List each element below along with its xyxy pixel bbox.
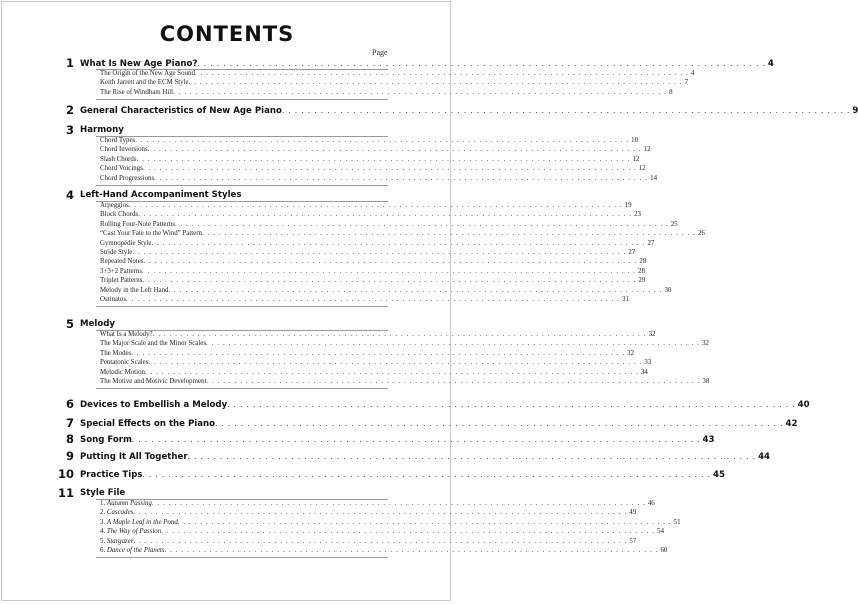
- subsection-entry[interactable]: [100, 230, 705, 238]
- chapter-title: Putting It All Together: [80, 452, 188, 462]
- subsection-entry[interactable]: [100, 500, 655, 507]
- dot-leader: . . . . . . . . . . . . . . . . . . . . . . . . . . . . . . . . . . . . . . . . . . . . . . . . . . . . . . . . . . . . . . . . . . . . . . . . . . . . . . . . . . . . . . . .: [188, 79, 683, 87]
- chapter-number: 10: [57, 467, 74, 481]
- chapter-entry[interactable]: [80, 418, 798, 429]
- page-column-header: Page: [372, 48, 388, 57]
- page-number: 54: [657, 528, 665, 536]
- dot-leader: . . . . . . . . . . . . . . . . . . . . . . . . . . . . . . . . . . . . . . . . . . . . . . . . . . . . . . . . . . . . . . . . . . . . . . . . . . . . . . . . . . . . . . . .: [135, 137, 630, 144]
- chapter-number: 1: [65, 56, 74, 70]
- page-number: 42: [785, 419, 798, 429]
- dot-leader: . . . . . . . . . . . . . . . . . . . . . . . . . . . . . . . . . . . . . . . . . . . . . . . . . . . . . . . . . . . . . . . . . . . . . . . . . . . . . . . . . . . . . . . .: [142, 277, 637, 285]
- subsection-title: Stride Style: [100, 249, 133, 256]
- subsection-title: Slash Chords: [100, 155, 137, 163]
- subsection-entry[interactable]: [100, 528, 665, 536]
- subsection-entry[interactable]: [100, 509, 637, 517]
- page-number: 51: [673, 518, 681, 526]
- subsection-title: The Origin of the New Age Sound: [100, 70, 195, 77]
- subsection-entry[interactable]: [100, 349, 635, 357]
- dot-leader: . . . . . . . . . . . . . . . . . . . . . . . . . . . . . . . . . . . . . . . . . . . . . . . . . . . . . . . . . . . . . . . . . . . . . . . . . . . . . . . . . . . . . . . .: [147, 146, 642, 154]
- dot-leader: . . . . . . . . . . . . . . . . . . . . . . . . . . . . . . . . . . . . . . . . . . . . . . . . . . . . . . . . . . . . . . . . . . . . . . . . . . . . . . . . . . . . . . . .: [128, 202, 623, 209]
- chapter-number: 3: [65, 123, 74, 137]
- page-number: 10: [631, 137, 639, 144]
- subsection-title: 3. A Maple Leaf in the Pond: [100, 518, 178, 526]
- subsection-title: The Major Scale and the Minor Scales: [100, 340, 207, 348]
- chapter-title[interactable]: Melody: [80, 319, 115, 329]
- page-number: 31: [622, 296, 629, 303]
- page-number: 33: [644, 359, 652, 367]
- subsection-title: Rolling Four-Note Patterns: [100, 220, 175, 228]
- subsection-title: 4. The Way of Passion: [100, 528, 162, 536]
- page-number: 45: [712, 470, 725, 480]
- dot-leader: . . . . . . . . . . . . . . . . . . . . . . . . . . . . . . . . . . . . . . . . . . . . . . . . . . . . . . . . . . . . . . . . . . . . . . . . . . . . . . . . . . . . . . . .: [177, 518, 672, 526]
- dot-leader: . . . . . . . . . . . . . . . . . . . . . . . . . . . . . . . . . . . . . . . . . . . . . . . . . . . . . . . . . . . . . . . . . . . . . . . . . . . . . . . . . . . . . . . .: [168, 286, 663, 294]
- chapter-title[interactable]: Harmony: [80, 125, 124, 135]
- chapter-title: Devices to Embellish a Melody: [80, 400, 228, 410]
- dot-leader: . . . . . . . . . . . . . . . . . . . . . . . . . . . . . . . . . . . . . . . . . . . . . . . . . . . . . . . . . . . . . . . . . . . . . . . . . . . . . . . . . . . . . . . .: [174, 220, 669, 228]
- dot-leader: . . . . . . . . . . . . . . . . . . . . . . . . . . . . . . . . . . . . . . . . . . . . . . . . . . . . . . . . . . . . . . . . . . . . . . . . . . . . . . . . . . . . . . . .: [281, 105, 851, 115]
- subsection-title: The Rise of Windham Hill: [100, 88, 174, 96]
- page-number: 14: [650, 174, 658, 182]
- page-number: 25: [670, 220, 678, 228]
- chapter-number: 4: [65, 188, 74, 202]
- dot-leader: . . . . . . . . . . . . . . . . . . . . . . . . . . . . . . . . . . . . . . . . . . . . . . . . . . . . . . . . . . . . . . . . . . . . . . . . . . . . . . . . . . . . . . . .: [143, 258, 638, 266]
- page-number: 19: [624, 202, 632, 209]
- page-number: 32: [648, 331, 656, 338]
- chapter-number: 7: [65, 416, 74, 430]
- chapter-title[interactable]: Style File: [80, 488, 126, 498]
- subsection-entry[interactable]: [100, 137, 639, 144]
- subsection-entry[interactable]: [100, 267, 645, 275]
- chapter-entry[interactable]: [80, 58, 774, 69]
- chapter-entry[interactable]: [80, 399, 810, 410]
- subsection-entry[interactable]: [100, 202, 632, 209]
- dot-leader: . . . . . . . . . . . . . . . . . . . . . . . . . . . . . . . . . . . . . . . . . . . . . . . . . . . . . . . . . . . . . . . . . . . . . . . . . . . . . . . . . . . . . . . .: [148, 359, 643, 367]
- page-number: 40: [797, 400, 810, 410]
- subsection-title: 2. Cascades: [100, 509, 134, 517]
- chapter-number: 11: [57, 486, 74, 500]
- subsection-entry[interactable]: [100, 286, 672, 294]
- subsection-title: 6. Dance of the Planets: [100, 547, 165, 554]
- subsection-title: 1. Autumn Passing: [100, 500, 152, 507]
- dot-leader: . . . . . . . . . . . . . . . . . . . . . . . . . . . . . . . . . . . . . . . . . . . . . . . . . . . . . . . . . . . . . . . . . . . . . . . . . . . . . . . . . . . . . . . .: [142, 469, 711, 479]
- page-number: 7: [684, 79, 689, 87]
- page-number: 12: [632, 155, 640, 163]
- dot-leader: . . . . . . . . . . . . . . . . . . . . . . . . . . . . . . . . . . . . . . . . . . . . . . . . . . . . . . . . . . . . . . . . . . . . . . . . . . . . . . . . . . . . . . . .: [132, 249, 627, 256]
- chapter-number: 5: [65, 317, 74, 331]
- chapter-entry[interactable]: [80, 105, 858, 116]
- dot-leader: . . . . . . . . . . . . . . . . . . . . . . . . . . . . . . . . . . . . . . . . . . . . . . . . . . . . . . . . . . . . . . . . . . . . . . . . . . . . . . . . . . . . . . . .: [206, 340, 700, 348]
- chapter-title: General Characteristics of New Age Piano: [80, 106, 282, 116]
- page-number: 8: [669, 88, 673, 96]
- subsection-title: Chord Voicings: [100, 165, 143, 173]
- subsection-title: Repeated Notes: [100, 258, 144, 266]
- chapter-title: What Is New Age Piano?: [80, 59, 198, 69]
- page-number: 27: [647, 239, 655, 247]
- subsection-entry[interactable]: [100, 368, 648, 376]
- dot-leader: . . . . . . . . . . . . . . . . . . . . . . . . . . . . . . . . . . . . . . . . . . . . . . . . . . . . . . . . . . . . . . . . . . . . . . . . . . . . . . . . . . . . . . . .: [197, 58, 766, 68]
- chapter-number: 2: [65, 103, 74, 117]
- dot-leader: . . . . . . . . . . . . . . . . . . . . . . . . . . . . . . . . . . . . . . . . . . . . . . . . . . . . . . . . . . . . . . . . . . . . . . . . . . . . . . . . . . . . . . . .: [161, 528, 656, 536]
- page-number: 43: [702, 435, 715, 445]
- page-number: 32: [627, 349, 635, 357]
- subsection-entry[interactable]: [100, 79, 689, 87]
- subsection-title: Arpeggios: [100, 202, 129, 209]
- page-number: 57: [629, 537, 637, 545]
- subsection-title: Pentatonic Scales: [100, 359, 149, 367]
- dot-leader: . . . . . . . . . . . . . . . . . . . . . . . . . . . . . . . . . . . . . . . . . . . . . . . . . . . . . . . . . . . . . . . . . . . . . . . . . . . . . . . . . . . . . . . .: [131, 349, 626, 357]
- subsection-entry[interactable]: [100, 296, 629, 303]
- subsection-entry[interactable]: [100, 378, 710, 385]
- subsection-title: Block Chords: [100, 211, 139, 219]
- page-number: 30: [664, 286, 672, 294]
- dot-leader: . . . . . . . . . . . . . . . . . . . . . . . . . . . . . . . . . . . . . . . . . . . . . . . . . . . . . . . . . . . . . . . . . . . . . . . . . . . . . . . . . . . . . . . .: [202, 230, 696, 238]
- subsection-entry[interactable]: [100, 146, 651, 154]
- dot-leader: . . . . . . . . . . . . . . . . . . . . . . . . . . . . . . . . . . . . . . . . . . . . . . . . . . . . . . . . . . . . . . . . . . . . . . . . . . . . . . . . . . . . . . . .: [227, 399, 796, 409]
- subsection-title: What Is a Melody?: [100, 331, 153, 338]
- subsection-title: “Cast Your Fate to the Wind” Pattern: [100, 230, 202, 238]
- dot-leader: . . . . . . . . . . . . . . . . . . . . . . . . . . . . . . . . . . . . . . . . . . . . . . . . . . . . . . . . . . . . . . . . . . . . . . . . . . . . . . . . . . . . . . . .: [142, 165, 637, 173]
- chapter-entry[interactable]: [80, 434, 715, 445]
- page-number: 9: [852, 106, 858, 116]
- dot-leader: . . . . . . . . . . . . . . . . . . . . . . . . . . . . . . . . . . . . . . . . . . . . . . . . . . . . . . . . . . . . . . . . . . . . . . . . . . . . . . . . . . . . . . . .: [142, 267, 636, 275]
- subsection-title: 5. Stargazer: [100, 537, 134, 545]
- subsection-entry[interactable]: [100, 165, 646, 173]
- subsection-entry[interactable]: [100, 340, 709, 348]
- subsection-title: Gymnopédie Style: [100, 239, 152, 247]
- subsection-title: The Modes: [100, 349, 132, 357]
- chapter-entry[interactable]: [80, 451, 771, 462]
- chapter-title: Song Form: [80, 435, 132, 445]
- chapter-title: Special Effects on the Piano: [80, 419, 216, 429]
- page-title: CONTENTS: [159, 22, 295, 46]
- page-number: 12: [638, 165, 646, 173]
- page-number: 28: [638, 267, 645, 275]
- page-number: 60: [660, 547, 668, 554]
- page-number: 23: [634, 211, 641, 219]
- dot-leader: . . . . . . . . . . . . . . . . . . . . . . . . . . . . . . . . . . . . . . . . . . . . . . . . . . . . . . . . . . . . . . . . . . . . . . . . . . . . . . . . . . . . . . . .: [152, 331, 647, 338]
- dot-leader: . . . . . . . . . . . . . . . . . . . . . . . . . . . . . . . . . . . . . . . . . . . . . . . . . . . . . . . . . . . . . . . . . . . . . . . . . . . . . . . . . . . . . . . .: [136, 155, 631, 163]
- dot-leader: . . . . . . . . . . . . . . . . . . . . . . . . . . . . . . . . . . . . . . . . . . . . . . . . . . . . . . . . . . . . . . . . . . . . . . . . . . . . . . . . . . . . . . . .: [173, 88, 668, 96]
- subsection-entry[interactable]: [100, 211, 641, 219]
- dot-leader: . . . . . . . . . . . . . . . . . . . . . . . . . . . . . . . . . . . . . . . . . . . . . . . . . . . . . . . . . . . . . . . . . . . . . . . . . . . . . . . . . . . . . . . .: [194, 70, 689, 77]
- dot-leader: . . . . . . . . . . . . . . . . . . . . . . . . . . . . . . . . . . . . . . . . . . . . . . . . . . . . . . . . . . . . . . . . . . . . . . . . . . . . . . . . . . . . . . . .: [133, 537, 628, 545]
- subsection-title: Triplet Patterns: [100, 277, 143, 285]
- subsection-entry[interactable]: [100, 277, 646, 285]
- page-number: 34: [640, 368, 648, 376]
- chapter-number: 8: [65, 432, 74, 446]
- subsection-title: Chord Types: [100, 137, 136, 144]
- subsection-title: Ostinatos: [100, 296, 127, 303]
- subsection-entry[interactable]: [100, 331, 656, 338]
- dot-leader: . . . . . . . . . . . . . . . . . . . . . . . . . . . . . . . . . . . . . . . . . . . . . . . . . . . . . . . . . . . . . . . . . . . . . . . . . . . . . . . . . . . . . . . .: [133, 509, 628, 517]
- page-number: 12: [643, 146, 651, 154]
- dot-leader: . . . . . . . . . . . . . . . . . . . . . . . . . . . . . . . . . . . . . . . . . . . . . . . . . . . . . . . . . . . . . . . . . . . . . . . . . . . . . . . . . . . . . . . .: [151, 500, 646, 507]
- dot-leader: . . . . . . . . . . . . . . . . . . . . . . . . . . . . . . . . . . . . . . . . . . . . . . . . . . . . . . . . . . . . . . . . . . . . . . . . . . . . . . . . . . . . . . . .: [131, 434, 701, 444]
- chapter-number: 9: [65, 449, 74, 463]
- page-number: 38: [702, 378, 710, 385]
- dot-leader: . . . . . . . . . . . . . . . . . . . . . . . . . . . . . . . . . . . . . . . . . . . . . . . . . . . . . . . . . . . . . . . . . . . . . . . . . . . . . . . . . . . . . . . .: [138, 211, 633, 219]
- dot-leader: . . . . . . . . . . . . . . . . . . . . . . . . . . . . . . . . . . . . . . . . . . . . . . . . . . . . . . . . . . . . . . . . . . . . . . . . . . . . . . . . . . . . . . . .: [187, 451, 757, 461]
- chapter-number: 6: [65, 397, 74, 411]
- subsection-entry[interactable]: [100, 359, 652, 367]
- chapter-entry[interactable]: [80, 469, 725, 480]
- subsection-entry[interactable]: [100, 155, 640, 163]
- subsection-entry[interactable]: [100, 518, 681, 526]
- dot-leader: . . . . . . . . . . . . . . . . . . . . . . . . . . . . . . . . . . . . . . . . . . . . . . . . . . . . . . . . . . . . . . . . . . . . . . . . . . . . . . . . . . . . . . . .: [206, 378, 701, 385]
- dot-leader: . . . . . . . . . . . . . . . . . . . . . . . . . . . . . . . . . . . . . . . . . . . . . . . . . . . . . . . . . . . . . . . . . . . . . . . . . . . . . . . . . . . . . . . .: [151, 239, 646, 247]
- dot-leader: . . . . . . . . . . . . . . . . . . . . . . . . . . . . . . . . . . . . . . . . . . . . . . . . . . . . . . . . . . . . . . . . . . . . . . . . . . . . . . . . . . . . . . . .: [215, 418, 784, 428]
- subsection-title: Keith Jarrett and the ECM Style: [100, 79, 189, 87]
- subsection-entry[interactable]: [100, 537, 637, 545]
- subsection-title: 3+3+2 Patterns: [100, 267, 143, 275]
- subsection-entry[interactable]: [100, 88, 673, 96]
- page-number: 4: [767, 59, 774, 69]
- dot-leader: . . . . . . . . . . . . . . . . . . . . . . . . . . . . . . . . . . . . . . . . . . . . . . . . . . . . . . . . . . . . . . . . . . . . . . . . . . . . . . . . . . . . . . . .: [154, 174, 649, 182]
- page-number: 32: [701, 340, 709, 348]
- subsection-entry[interactable]: [100, 258, 647, 266]
- page-number: 46: [647, 500, 655, 507]
- subsection-title: Chord Progressions: [100, 174, 155, 182]
- subsection-entry[interactable]: [100, 547, 668, 554]
- subsection-entry[interactable]: [100, 174, 658, 182]
- page-number: 29: [638, 277, 646, 285]
- subsection-title: The Motive and Motivic Development: [100, 378, 207, 385]
- subsection-entry[interactable]: [100, 70, 695, 77]
- subsection-entry[interactable]: [100, 220, 678, 228]
- page-number: 4: [690, 70, 695, 77]
- subsection-title: Melody in the Left Hand: [100, 286, 169, 294]
- page-number: 28: [639, 258, 647, 266]
- dot-leader: . . . . . . . . . . . . . . . . . . . . . . . . . . . . . . . . . . . . . . . . . . . . . . . . . . . . . . . . . . . . . . . . . . . . . . . . . . . . . . . . . . . . . . . .: [144, 368, 639, 376]
- subsection-title: Chord Inversions: [100, 146, 148, 154]
- dot-leader: . . . . . . . . . . . . . . . . . . . . . . . . . . . . . . . . . . . . . . . . . . . . . . . . . . . . . . . . . . . . . . . . . . . . . . . . . . . . . . . . . . . . . . . .: [126, 296, 621, 303]
- page-number: 26: [697, 230, 705, 238]
- page-number: 49: [629, 509, 637, 517]
- subsection-title: Melodic Motion: [100, 368, 145, 376]
- page-number: 44: [758, 452, 771, 462]
- chapter-title[interactable]: Left-Hand Accompaniment Styles: [80, 190, 242, 200]
- subsection-entry[interactable]: [100, 239, 655, 247]
- chapter-title: Practice Tips: [80, 470, 143, 480]
- dot-leader: . . . . . . . . . . . . . . . . . . . . . . . . . . . . . . . . . . . . . . . . . . . . . . . . . . . . . . . . . . . . . . . . . . . . . . . . . . . . . . . . . . . . . . . .: [164, 547, 659, 554]
- page-number: 27: [628, 249, 636, 256]
- subsection-entry[interactable]: [100, 249, 636, 256]
